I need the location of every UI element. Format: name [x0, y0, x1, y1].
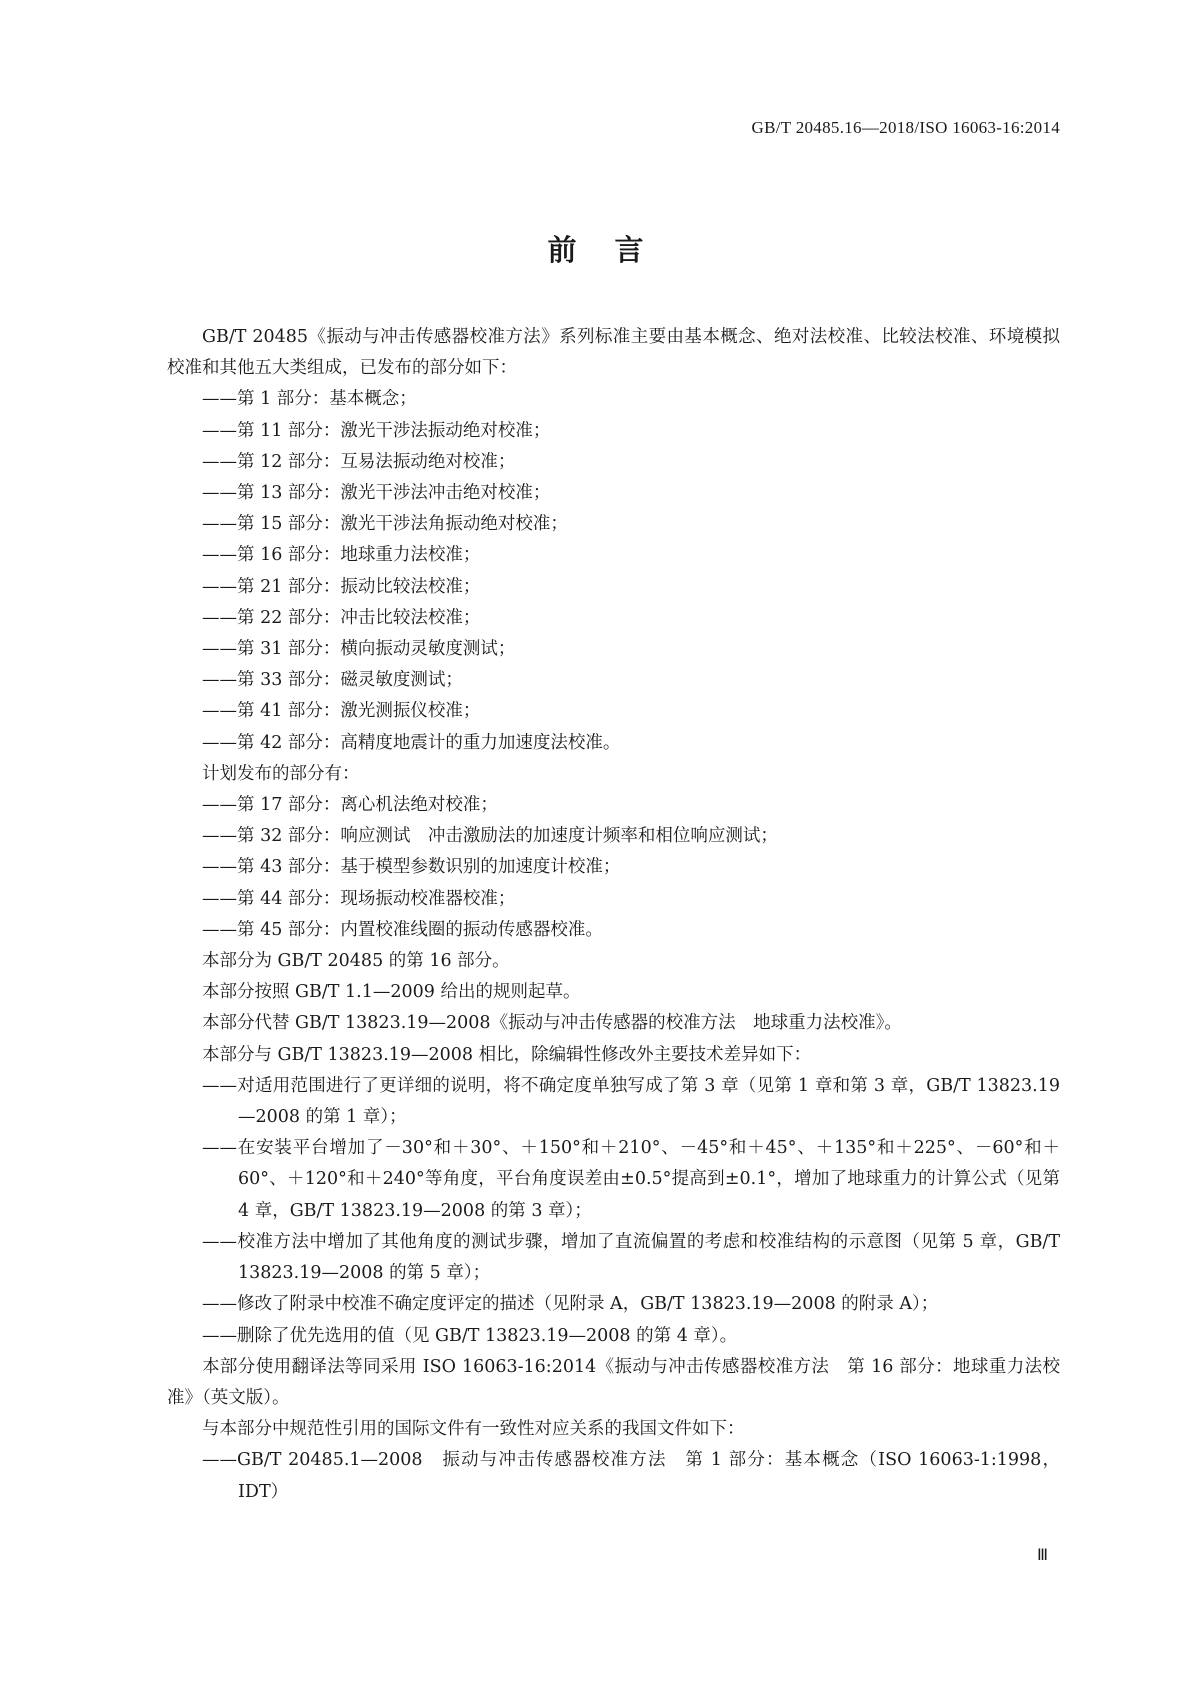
- list-item: ——第 12 部分：互易法振动绝对校准；: [202, 451, 516, 472]
- document-code-header: GB/T 20485.16—2018/ISO 16063-16:2014: [751, 118, 1060, 137]
- list-item: ——第 21 部分：振动比较法校准；: [202, 576, 481, 597]
- planned-intro: 计划发布的部分有：: [202, 763, 360, 784]
- list-item: ——第 22 部分：冲击比较法校准；: [202, 607, 481, 628]
- differences-list: [167, 1071, 1060, 1352]
- published-parts-list: [167, 384, 1060, 758]
- page-title: 前言: [547, 233, 682, 267]
- page-number: Ⅲ: [1036, 1547, 1048, 1564]
- statement-drafting-rules: 本部分按照 GB/T 1.1—2009 给出的规则起草。: [202, 982, 581, 1003]
- list-item: ——GB/T 20485.1—2008 振动与冲击传感器校准方法 第 1 部分：基本概念（ISO 16063-1:1998，IDT）: [202, 1450, 1060, 1502]
- list-item: ——第 15 部分：激光干涉法角振动绝对校准；: [202, 514, 568, 535]
- list-item: ——第 17 部分：离心机法绝对校准；: [202, 795, 498, 816]
- list-item: ——第 41 部分：激光测振仪校准；: [202, 701, 481, 722]
- list-item: ——修改了附录中校准不确定度评定的描述（见附录 A，GB/T 13823.19—2008 的附录 A）；: [202, 1294, 939, 1315]
- list-item: ——第 33 部分：磁灵敏度测试；: [202, 670, 463, 691]
- planned-parts-list: [167, 790, 1060, 946]
- list-item: ——第 32 部分：响应测试 冲击激励法的加速度计频率和相位响应测试；: [202, 826, 778, 847]
- list-item: ——第 11 部分：激光干涉法振动绝对校准；: [202, 420, 551, 441]
- list-item: ——第 45 部分：内置校准线圈的振动传感器校准。: [202, 919, 603, 940]
- intro-paragraph: GB/T 20485《振动与冲击传感器校准方法》系列标准主要由基本概念、绝对法校准、比较法校准、环境模拟校准和其他五大类组成，已发布的部分如下：: [167, 327, 1060, 379]
- list-item: ——第 43 部分：基于模型参数识别的加速度计校准；: [202, 857, 621, 878]
- statement-differences-intro: 本部分与 GB/T 13823.19—2008 相比，除编辑性修改外主要技术差异如下：: [202, 1044, 812, 1065]
- correspondence-intro: 与本部分中规范性引用的国际文件有一致性对应关系的我国文件如下：: [202, 1419, 745, 1440]
- foreword-body: [167, 322, 1060, 1508]
- list-item: ——第 44 部分：现场振动校准器校准；: [202, 888, 516, 909]
- list-item: ——删除了优先选用的值（见 GB/T 13823.19—2008 的第 4 章）。: [202, 1325, 738, 1346]
- list-item: ——校准方法中增加了其他角度的测试步骤，增加了直流偏置的考虑和校准结构的示意图（见第 5 章，GB/T 13823.19—2008 的第 5 章）；: [202, 1231, 1060, 1284]
- translation-note: 本部分使用翻译法等同采用 ISO 16063-16:2014《振动与冲击传感器校准方法 第 16 部分：地球重力法校准》（英文版）。: [167, 1356, 1060, 1408]
- correspondence-list: [167, 1445, 1060, 1507]
- list-item: ——第 13 部分：激光干涉法冲击绝对校准；: [202, 483, 551, 504]
- statement-part-number: 本部分为 GB/T 20485 的第 16 部分。: [202, 951, 510, 972]
- list-item: ——第 42 部分：高精度地震计的重力加速度法校准。: [202, 732, 621, 753]
- list-item: ——第 31 部分：横向振动灵敏度测试；: [202, 639, 516, 660]
- list-item: ——在安装平台增加了－30°和＋30°、＋150°和＋210°、－45°和＋45°、＋135°和＋225°、－60°和＋60°、＋120°和＋240°等角度，平台角度误差由±0.5°提高到±0.1°，增加了地球重力的计算公式（见第 4 章，GB/T 13823.19—2008 的第 3 章）；: [202, 1138, 1060, 1221]
- list-item: ——对适用范围进行了更详细的说明，将不确定度单独写成了第 3 章（见第 1 章和第 3 章，GB/T 13823.19—2008 的第 1 章）；: [202, 1075, 1060, 1128]
- statement-replaces: 本部分代替 GB/T 13823.19—2008《振动与冲击传感器的校准方法 地球重力法校准》。: [202, 1013, 902, 1034]
- list-item: ——第 16 部分：地球重力法校准；: [202, 545, 481, 566]
- list-item: ——第 1 部分：基本概念；: [202, 389, 417, 410]
